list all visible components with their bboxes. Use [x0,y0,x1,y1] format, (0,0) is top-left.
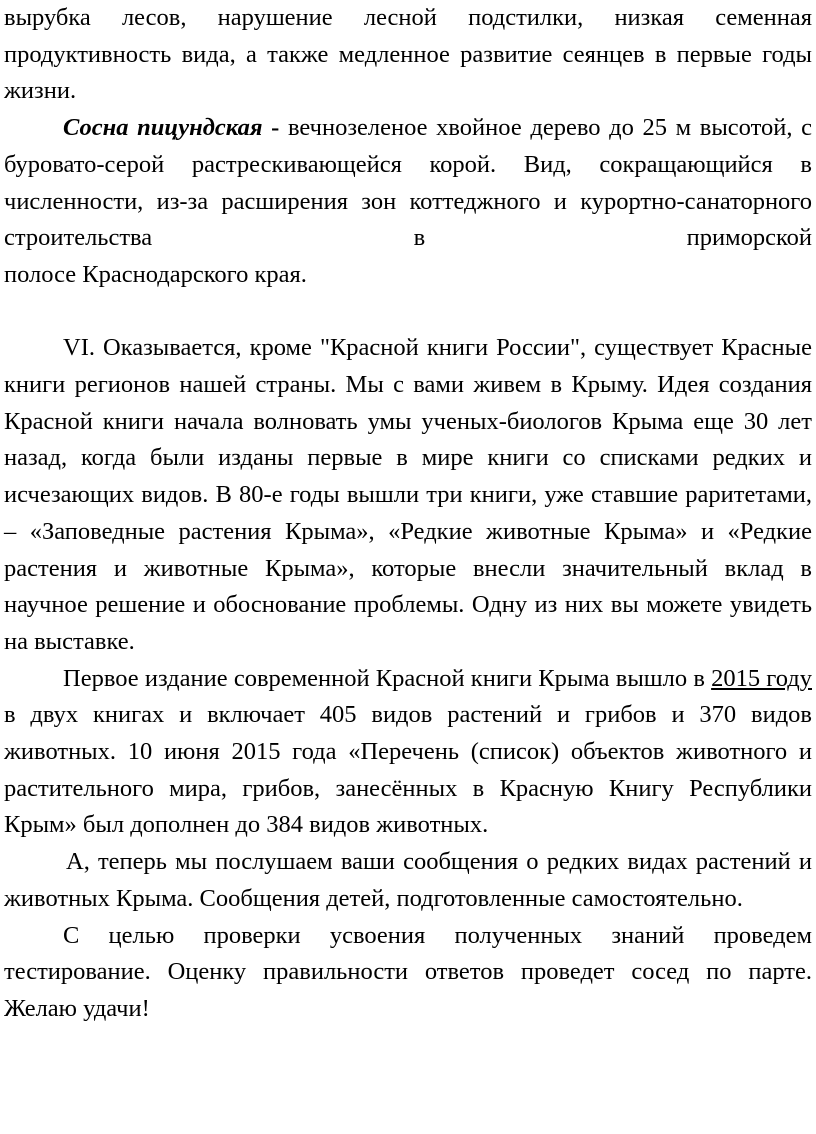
term-dash: - [262,114,288,142]
paragraph-pitsunda-pine-body [4,110,812,257]
paragraph-text: вырубка лесов, нарушение лесной подстилки, низкая семенная продуктивность вида, а также медленное развитие сеянцев в первые годы жизни. [4,4,812,105]
paragraph-text: А, теперь мы послушаем ваши сообщения о редких видах растений и животных Крыма. Сообщения детей, подготовленные самостоятельно. [4,848,812,912]
paragraph-text: вечнозеленое хвойное дерево до 25 м высотой, с буровато-серой растрескивающейся корой. Вид, сокращающийся в численности, из-за расширения зон коттеджного и курортно-санаторного строительства в приморской [4,114,812,252]
paragraph-pitsunda-pine [4,110,812,294]
document-body [4,0,812,1028]
paragraph-text: С целью проверки усвоения полученных знаний проведем тестирование. Оценку правильности ответов проведет сосед по парте. Желаю удачи! [4,921,812,1022]
paragraph-pitsunda-pine-tail [4,257,812,294]
underlined-year: 2015 году [711,664,812,692]
paragraph-text: Первое издание современной Красной книги Крыма вышло в [63,664,712,692]
species-term: Сосна пицундская [63,114,263,142]
paragraph-student-reports [4,844,812,917]
paragraph-text: в двух книгах и включает 405 видов растений и грибов и 370 видов животных. 10 июня 2015 года «Перечень (список) объектов животного и растительного мира, грибов, занесённых в Красную Книгу Республики Крым» был дополнен до 384 видов животных. [4,701,812,839]
paragraph-text: VI. Оказывается, кроме "Красной книги России", существует Красные книги регионов нашей страны. Мы с вами живем в Крыму. Идея создания Красной книги начала волновать умы ученых-биологов Крыма еще 30 лет назад, когда были изданы первые в мире книги со списками редких и исчезающих видов. В 80-е годы вышли три книги, уже ставшие раритетами, – «Заповедные растения Крыма», «Редкие животные Крыма» и «Редкие растения и животные Крыма», которые внесли значительный вклад в научное решение и обоснование проблемы. Одну из них вы можете увидеть на выставке. [4,334,812,655]
paragraph-threats [4,0,812,110]
paragraph-first-edition [4,661,812,845]
paragraph-testing [4,918,812,1028]
paragraph-text: полосе Краснодарского края. [4,260,307,288]
paragraph-section-vi [4,330,812,660]
